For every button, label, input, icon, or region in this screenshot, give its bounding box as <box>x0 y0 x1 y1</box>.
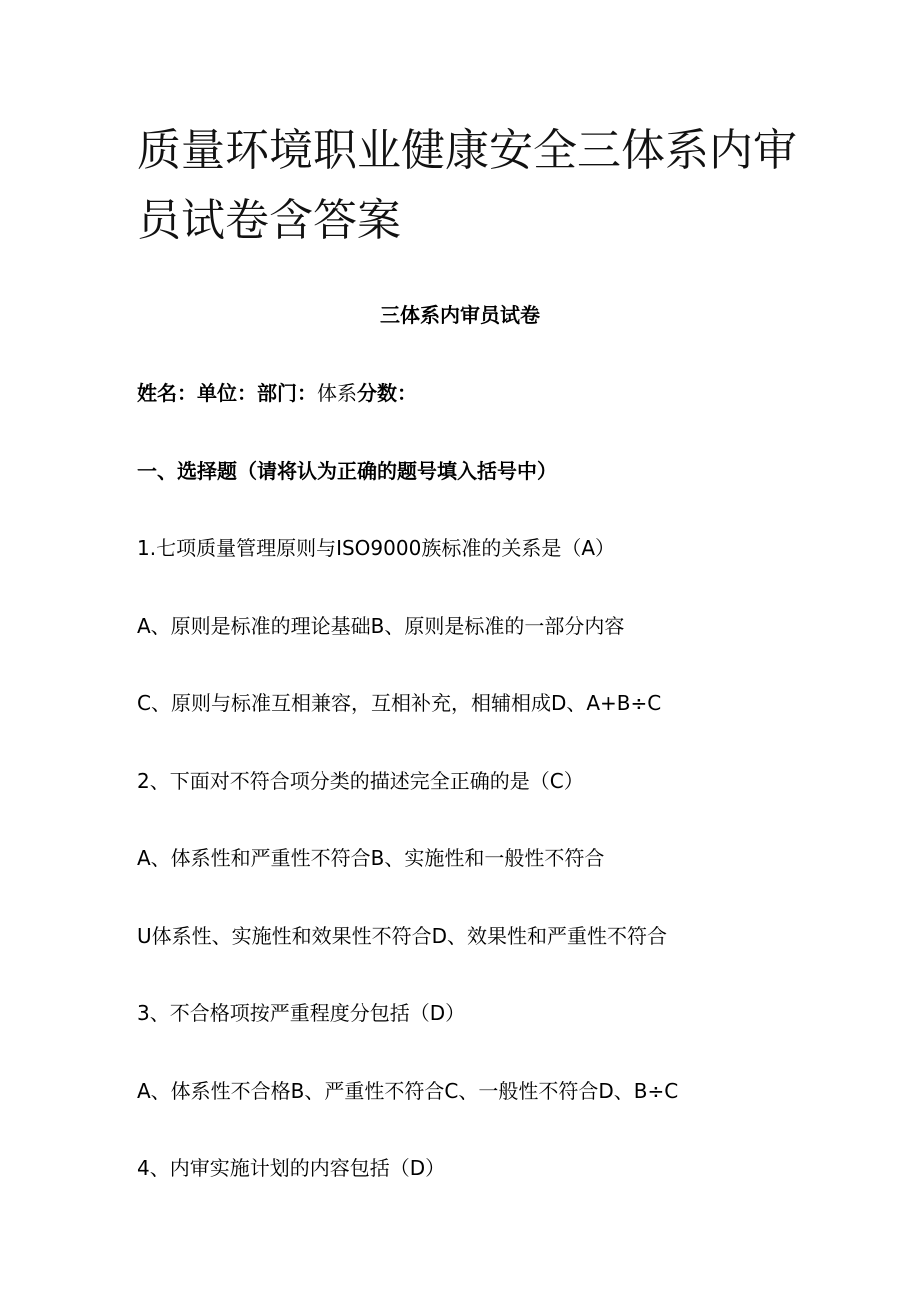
question-line: 2、下面对不符合项分类的描述完全正确的是（C） <box>137 769 584 793</box>
question-line: 4、内审实施计划的内容包括（D） <box>137 1156 446 1180</box>
info-line <box>137 378 857 408</box>
option-line: U体系性、实施性和效果性不符合D、效果性和严重性不符合 <box>137 924 668 948</box>
option-line: A、原则是标准的理论基础B、原则是标准的一部分内容 <box>137 614 625 638</box>
question-line: 3、不合格项按严重程度分包括（D） <box>137 1001 466 1025</box>
system-label: 体系 <box>317 381 357 405</box>
score-label: 分数： <box>357 381 417 405</box>
option-line: A、体系性不合格B、严重性不符合C、一般性不符合D、B÷C <box>137 1079 679 1103</box>
unit-label: 单位： <box>197 381 257 405</box>
option-line: C、原则与标准互相兼容，互相补充，相辅相成D、A+B÷C <box>137 691 662 715</box>
section-heading: 一、选择题（请将认为正确的题号填入括号中） <box>137 459 557 483</box>
document-title: 质量环境职业健康安全三体系内审员试卷含答案 <box>137 125 797 246</box>
question-line: 1.七项质量管理原则与ISO9000族标准的关系是（A） <box>137 536 615 560</box>
name-label: 姓名： <box>137 381 197 405</box>
exam-subtitle: 三体系内审员试卷 <box>380 303 540 327</box>
dept-label: 部门： <box>257 381 317 405</box>
option-line: A、体系性和严重性不符合B、实施性和一般性不符合 <box>137 846 605 870</box>
